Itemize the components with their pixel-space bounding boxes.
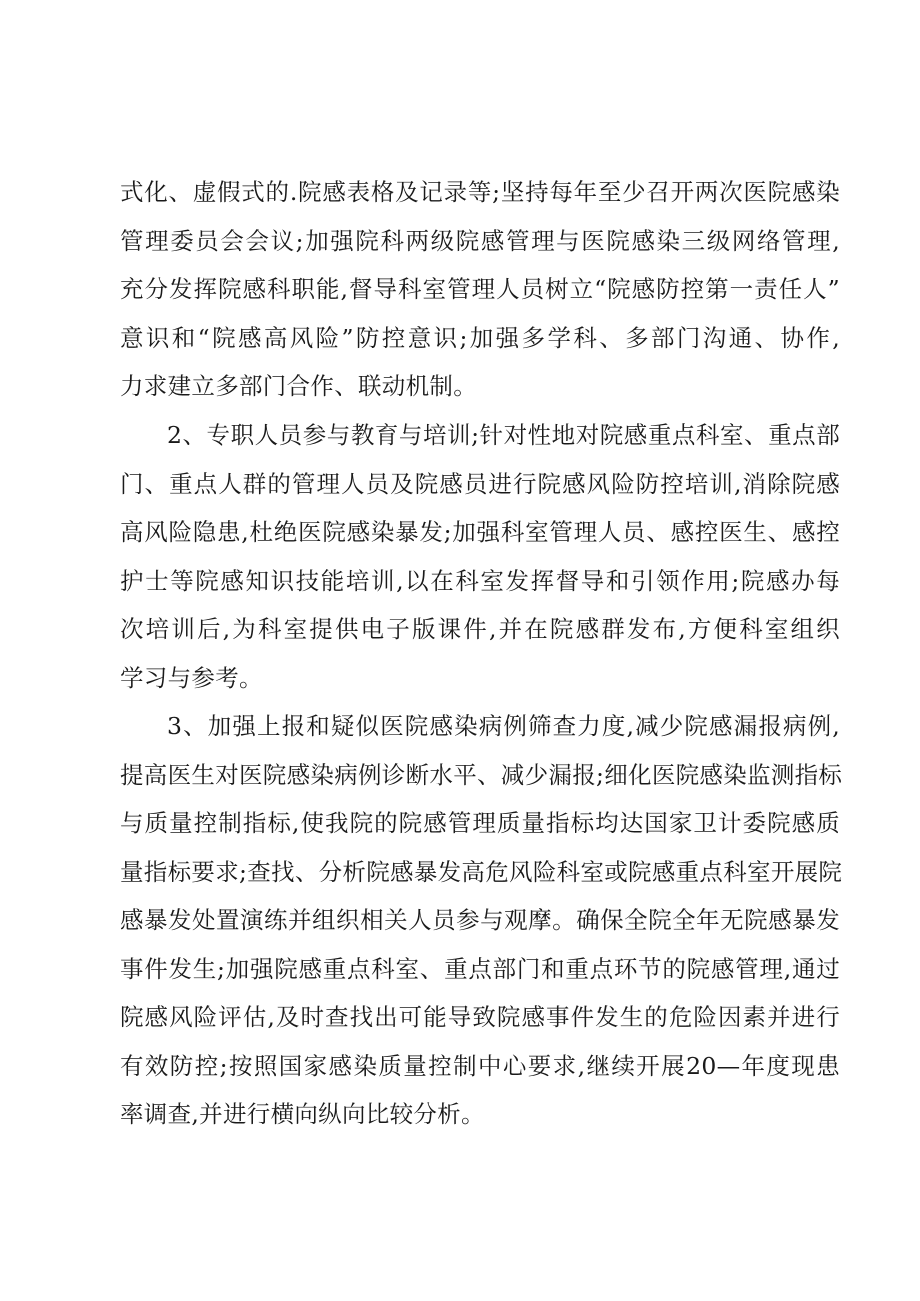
paragraph-line: 护士等院感知识技能培训,以在科室发挥督导和引领作用;院感办每 bbox=[120, 566, 840, 595]
paragraph-1 bbox=[120, 168, 840, 411]
paragraph-line: 学习与参考。 bbox=[120, 663, 263, 692]
paragraph-line: 力求建立多部门合作、联动机制。 bbox=[120, 372, 477, 400]
paragraph-line: 高风险隐患,杜绝医院感染暴发;加强科室管理人员、感控医生、感控 bbox=[120, 518, 840, 546]
paragraph-line: 率调查,并进行横向纵向比较分析。 bbox=[120, 1100, 485, 1128]
paragraph-line: 充分发挥院感科职能,督导科室管理人员树立“院感防控第一责任人” bbox=[120, 275, 840, 303]
paragraph-line: 2、专职人员参与教育与培训;针对性地对院感重点科室、重点部 bbox=[167, 421, 840, 449]
paragraph-2 bbox=[120, 411, 840, 702]
paragraph-line: 与质量控制指标,使我院的院感管理质量指标均达国家卫计委院感质 bbox=[120, 809, 840, 837]
paragraph-line: 意识和“院感高风险”防控意识;加强多学科、多部门沟通、协作, bbox=[120, 323, 840, 352]
paragraph-line: 式化、虚假式的.院感表格及记录等;坚持每年至少召开两次医院感染 bbox=[120, 178, 840, 206]
paragraph-line: 院感风险评估,及时查找出可能导致院感事件发生的危险因素并进行 bbox=[120, 1003, 840, 1031]
paragraph-line: 次培训后,为科室提供电子版课件,并在院感群发布,方便科室组织 bbox=[120, 615, 840, 643]
paragraph-line: 量指标要求;查找、分析院感暴发高危风险科室或院感重点科室开展院 bbox=[120, 857, 843, 886]
paragraph-3 bbox=[120, 702, 843, 1139]
paragraph-line: 管理委员会会议;加强院科两级院感管理与医院感染三级网络管理, bbox=[120, 226, 840, 255]
paragraph-line: 提高医生对医院感染病例诊断水平、减少漏报;细化医院感染监测指标 bbox=[120, 760, 843, 789]
paragraph-line: 事件发生;加强院感重点科室、重点部门和重点环节的院感管理,通过 bbox=[120, 954, 840, 983]
paragraph-line: 门、重点人群的管理人员及院感员进行院感风险防控培训,消除院感 bbox=[120, 469, 840, 498]
paragraph-line: 感暴发处置演练并组织相关人员参与观摩。确保全院全年无院感暴发 bbox=[120, 906, 840, 934]
paragraph-line: 3、加强上报和疑似医院感染病例筛查力度,减少院感漏报病例, bbox=[167, 712, 840, 740]
paragraph-line: 有效防控;按照国家感染质量控制中心要求,继续开展20—年度现患 bbox=[120, 1051, 840, 1080]
